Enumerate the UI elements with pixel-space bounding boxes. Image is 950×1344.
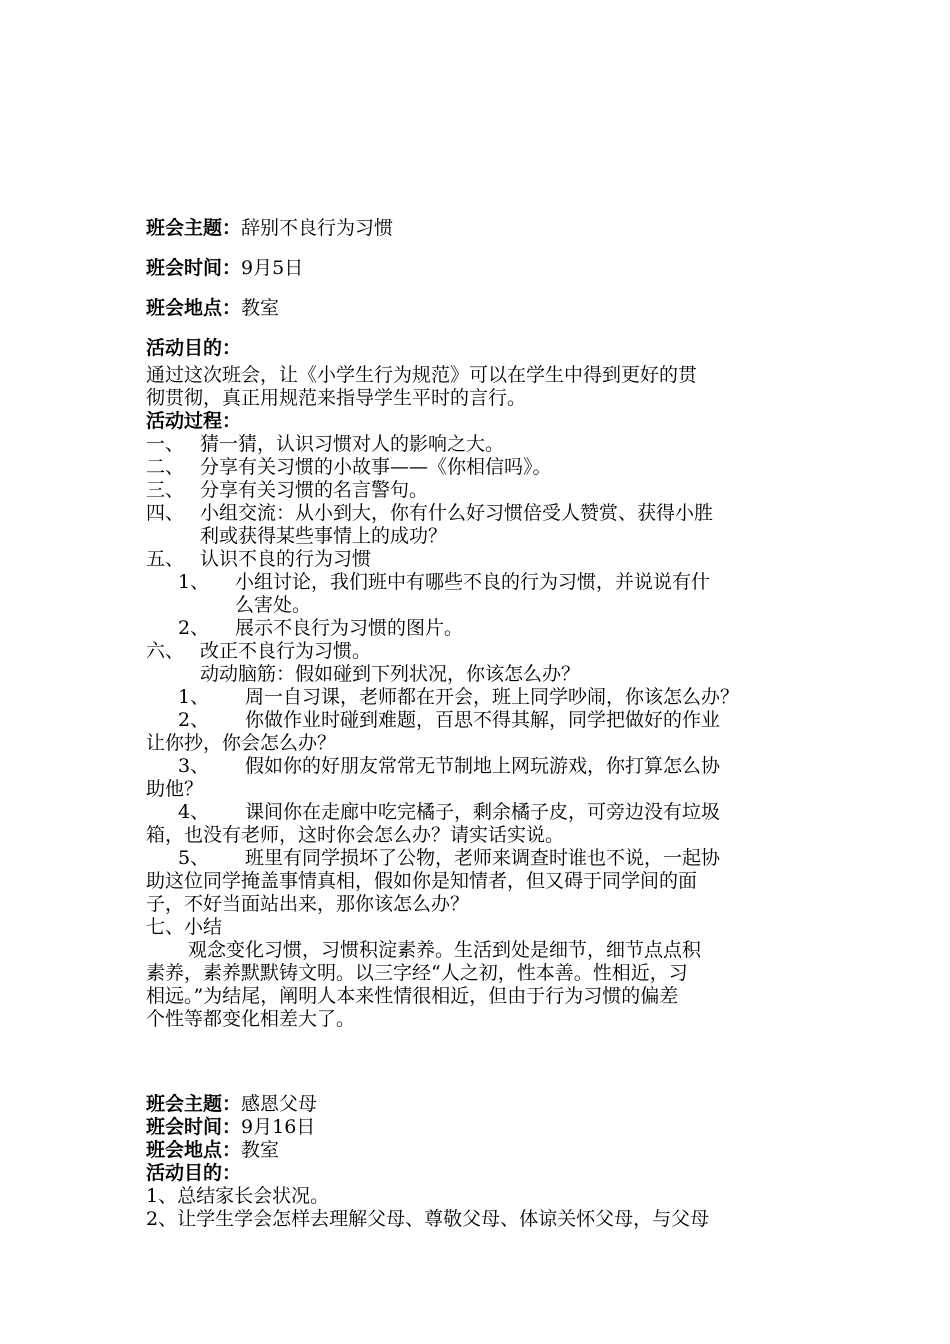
question-item <box>178 801 720 824</box>
purpose-line: 彻贯彻，真正用规范来指导学生平时的言行。 <box>146 387 527 409</box>
question-item <box>178 847 720 870</box>
step-text-cont: 利或获得某些事情上的成功？ <box>200 525 448 547</box>
step-number: 六、 <box>146 640 185 662</box>
substep-text: 展示不良行为习惯的图片。 <box>235 617 464 639</box>
question-text: 班里有同学损坏了公物，老师来调查时谁也不说，一起协 <box>245 847 721 869</box>
summary-heading: 七、小结 <box>146 916 223 938</box>
purpose-heading-2: 活动目的： <box>146 1162 242 1184</box>
question-text-cont: 让你抄，你会怎么办？ <box>146 732 337 754</box>
process-heading: 活动过程： <box>146 410 242 432</box>
question-number: 3、 <box>178 755 210 777</box>
step-item <box>146 640 371 663</box>
topic-label: 班会主题： <box>146 1093 242 1115</box>
time-label: 班会时间： <box>146 257 242 279</box>
time-row-2 <box>146 1116 315 1139</box>
question-number: 5、 <box>178 847 210 869</box>
step-number: 五、 <box>146 548 185 570</box>
question-text: 假如你的好朋友常常无节制地上网玩游戏，你打算怎么协 <box>245 755 721 777</box>
time-value: 9月16日 <box>241 1116 316 1138</box>
question-number: 4、 <box>178 801 210 823</box>
question-text: 课间你在走廊中吃完橘子，剩余橘子皮，可旁边没有垃圾 <box>245 801 721 823</box>
step-item <box>146 502 713 525</box>
time-label: 班会时间： <box>146 1116 242 1138</box>
purpose-line: 通过这次班会，让《小学生行为规范》可以在学生中得到更好的贯 <box>146 364 698 386</box>
topic-value: 感恩父母 <box>241 1093 318 1115</box>
purpose-heading: 活动目的： <box>146 337 242 359</box>
place-value: 教室 <box>241 297 280 319</box>
question-number: 2、 <box>178 709 210 731</box>
summary-line: 素养，素养默默铸文明。以三字经“人之初，性本善。性相近，习 <box>146 962 688 984</box>
question-text: 周一自习课，老师都在开会，班上同学吵闹，你该怎么办？ <box>245 686 740 708</box>
question-item <box>178 709 720 732</box>
question-text-cont: 子，不好当面站出来，那你该怎么办？ <box>146 893 470 915</box>
step-item <box>146 479 428 502</box>
substep-number: 1、 <box>178 571 210 593</box>
step-text: 猜一猜，认识习惯对人的影响之大。 <box>200 433 505 455</box>
question-item <box>178 686 739 709</box>
substep-text: 小组讨论，我们班中有哪些不良的行为习惯，并说说有什 <box>235 571 711 593</box>
time-value: 9月5日 <box>241 257 304 279</box>
question-item <box>178 755 720 778</box>
step-text: 分享有关习惯的小故事——《你相信吗》。 <box>200 456 552 478</box>
step-number: 一、 <box>146 433 185 455</box>
place-row-2 <box>146 1139 279 1162</box>
topic-value: 辞别不良行为习惯 <box>241 217 394 239</box>
question-text-cont: 助这位同学掩盖事情真相，假如你是知情者，但又碍于同学间的面 <box>146 870 698 892</box>
topic-row <box>146 217 393 240</box>
topic-row-2 <box>146 1093 317 1116</box>
question-number: 1、 <box>178 686 210 708</box>
topic-label: 班会主题： <box>146 217 242 239</box>
substep-text-cont: 么害处。 <box>235 594 312 616</box>
brainstorm-intro: 动动脑筋：假如碰到下列状况，你该怎么办？ <box>200 663 581 685</box>
step-number: 四、 <box>146 502 185 524</box>
place-value: 教室 <box>241 1139 280 1161</box>
question-text: 你做作业时碰到难题，百思不得其解，同学把做好的作业 <box>245 709 721 731</box>
substep-item <box>178 617 463 640</box>
summary-line: 相远。”为结尾，阐明人本来性情很相近，但由于行为习惯的偏差 <box>146 985 679 1007</box>
summary-line: 观念变化习惯，习惯积淀素养。生活到处是细节，细节点点积 <box>188 939 702 961</box>
step-item <box>146 456 552 479</box>
step-item <box>146 548 371 571</box>
step-item <box>146 433 504 456</box>
substep-item <box>178 571 710 594</box>
step-number: 三、 <box>146 479 185 501</box>
step-number: 二、 <box>146 456 185 478</box>
place-label: 班会地点： <box>146 297 242 319</box>
question-text-cont: 箱，也没有老师，这时你会怎么办？请实话实说。 <box>146 824 565 846</box>
place-label: 班会地点： <box>146 1139 242 1161</box>
step-text: 分享有关习惯的名言警句。 <box>200 479 429 501</box>
step-text: 认识不良的行为习惯 <box>200 548 372 570</box>
step-text: 小组交流：从小到大，你有什么好习惯倍受人赞赏、获得小胜 <box>200 502 714 524</box>
question-text-cont: 助他？ <box>146 778 204 800</box>
step-text: 改正不良行为习惯。 <box>200 640 372 662</box>
purpose-item: 1、总结家长会状况。 <box>146 1185 330 1207</box>
time-row <box>146 257 303 280</box>
substep-number: 2、 <box>178 617 210 639</box>
purpose-item: 2、让学生学会怎样去理解父母、尊敬父母、体谅关怀父母，与父母 <box>146 1208 710 1230</box>
place-row <box>146 297 279 320</box>
summary-line: 个性等都变化相差大了。 <box>146 1008 356 1030</box>
